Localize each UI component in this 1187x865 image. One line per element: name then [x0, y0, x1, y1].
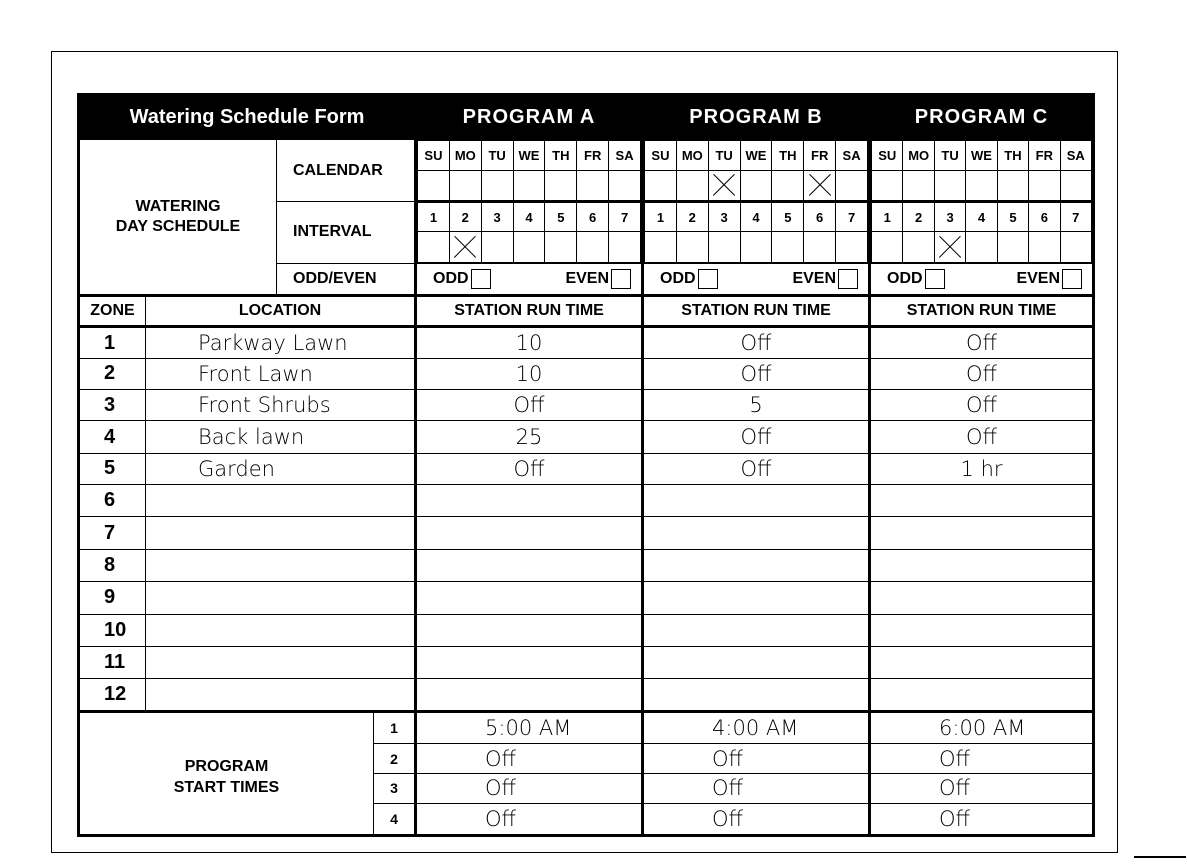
- calendar-day-label: MO: [449, 141, 481, 170]
- station-run-time[interactable]: Off: [870, 358, 1094, 389]
- calendar-label: CALENDAR: [277, 140, 416, 202]
- station-run-time[interactable]: 10: [416, 327, 643, 358]
- interval-day-label: 5: [997, 203, 1028, 232]
- station-run-time[interactable]: [870, 646, 1094, 678]
- interval-day-label: 7: [1060, 203, 1091, 232]
- odd-checkbox[interactable]: [698, 269, 718, 289]
- calendar-mark-row: [418, 170, 641, 200]
- calendar-day-labels: [645, 141, 868, 170]
- calendar-day-label: SU: [872, 141, 903, 170]
- zone-number: 8: [79, 549, 146, 581]
- zone-location[interactable]: [146, 485, 416, 517]
- zone-row: [79, 485, 1094, 517]
- interval-label: INTERVAL: [277, 202, 416, 264]
- zone-row: [79, 421, 1094, 453]
- even-option: [565, 269, 631, 289]
- station-run-time[interactable]: [416, 582, 643, 614]
- station-run-time[interactable]: Off: [643, 358, 870, 389]
- calendar-day-box[interactable]: [997, 170, 1028, 200]
- zone-number: 2: [79, 358, 146, 389]
- zone-location[interactable]: Front Shrubs: [146, 390, 416, 421]
- interval-day-box[interactable]: [966, 232, 997, 262]
- calendar-day-label: FR: [1029, 141, 1060, 170]
- interval-day-box[interactable]: [545, 232, 577, 262]
- station-run-time[interactable]: [870, 517, 1094, 549]
- start-time-number: 1: [374, 711, 416, 743]
- calendar-mark-row: [645, 170, 868, 200]
- interval-day-box[interactable]: [872, 232, 903, 262]
- station-run-time[interactable]: [870, 582, 1094, 614]
- interval-day-labels: [418, 203, 641, 232]
- station-run-time[interactable]: [416, 549, 643, 581]
- start-time-number: 4: [374, 803, 416, 836]
- program-c-title: PROGRAM C: [870, 95, 1094, 140]
- zone-row: [79, 517, 1094, 549]
- zone-row: [79, 582, 1094, 614]
- station-run-time[interactable]: Off: [643, 453, 870, 484]
- calendar-day-label: SU: [418, 141, 450, 170]
- odd-label: ODD: [660, 270, 696, 288]
- interval-day-label: 4: [966, 203, 997, 232]
- interval-day-box[interactable]: [740, 232, 772, 262]
- calendar-day-box[interactable]: [513, 170, 545, 200]
- zone-header: ZONE: [79, 296, 146, 327]
- interval-day-label: 4: [740, 203, 772, 232]
- calendar-day-box[interactable]: [1060, 170, 1091, 200]
- program-start-time[interactable]: Off: [643, 743, 870, 773]
- program-start-time[interactable]: Off: [416, 774, 643, 803]
- station-run-time[interactable]: [643, 485, 870, 517]
- interval-day-box[interactable]: [997, 232, 1028, 262]
- calendar-day-box[interactable]: [609, 170, 641, 200]
- interval-day-label: 6: [804, 203, 836, 232]
- interval-day-labels: [645, 203, 868, 232]
- program-b-run-time-header: STATION RUN TIME: [643, 296, 870, 327]
- station-run-time[interactable]: [416, 679, 643, 711]
- program-a-calendar: [416, 140, 643, 202]
- calendar-day-label: TU: [934, 141, 965, 170]
- program-start-time[interactable]: Off: [643, 774, 870, 803]
- program-start-time[interactable]: Off: [870, 803, 1094, 836]
- zone-number: 6: [79, 485, 146, 517]
- calendar-day-label: WE: [966, 141, 997, 170]
- calendar-day-box[interactable]: [481, 170, 513, 200]
- calendar-day-label: TH: [772, 141, 804, 170]
- program-start-time[interactable]: Off: [416, 803, 643, 836]
- odd-checkbox[interactable]: [925, 269, 945, 289]
- odd-option: [887, 269, 945, 289]
- start-time-number: 2: [374, 743, 416, 773]
- calendar-day-box[interactable]: [418, 170, 450, 200]
- station-run-time[interactable]: 10: [416, 358, 643, 389]
- zone-row: [79, 327, 1094, 358]
- interval-day-box[interactable]: [418, 232, 450, 262]
- zone-number: 12: [79, 679, 146, 711]
- calendar-day-label: SA: [609, 141, 641, 170]
- interval-day-label: 1: [418, 203, 450, 232]
- odd-checkbox[interactable]: [471, 269, 491, 289]
- calendar-day-box[interactable]: [1029, 170, 1060, 200]
- calendar-day-labels: [872, 141, 1092, 170]
- zone-row: [79, 679, 1094, 711]
- station-run-time[interactable]: [416, 614, 643, 646]
- calendar-day-box[interactable]: [903, 170, 934, 200]
- station-run-time[interactable]: 5: [643, 390, 870, 421]
- program-a-title: PROGRAM A: [416, 95, 643, 140]
- interval-day-label: 7: [836, 203, 868, 232]
- station-run-time[interactable]: Off: [643, 421, 870, 453]
- interval-day-box[interactable]: [804, 232, 836, 262]
- zone-number: 4: [79, 421, 146, 453]
- program-b-odd-even: [643, 263, 870, 295]
- even-checkbox[interactable]: [611, 269, 631, 289]
- zone-location[interactable]: [146, 614, 416, 646]
- zone-row: [79, 390, 1094, 421]
- odd-option: [660, 269, 718, 289]
- program-c-interval: [870, 202, 1094, 264]
- interval-day-label: 5: [545, 203, 577, 232]
- even-option: [1016, 269, 1082, 289]
- interval-day-box[interactable]: [676, 232, 708, 262]
- station-run-time[interactable]: [870, 549, 1094, 581]
- interval-mark-row: [872, 232, 1092, 262]
- zone-number: 5: [79, 453, 146, 484]
- zone-location[interactable]: [146, 549, 416, 581]
- odd-label: ODD: [433, 270, 469, 288]
- program-start-time[interactable]: Off: [870, 743, 1094, 773]
- zone-number: 11: [79, 646, 146, 678]
- interval-day-box[interactable]: [645, 232, 677, 262]
- interval-day-box[interactable]: [481, 232, 513, 262]
- calendar-mark-row: [872, 170, 1092, 200]
- even-option: [792, 269, 858, 289]
- station-run-time[interactable]: [643, 646, 870, 678]
- station-run-time[interactable]: [643, 582, 870, 614]
- interval-day-box[interactable]: [1029, 232, 1060, 262]
- interval-day-label: 6: [1029, 203, 1060, 232]
- even-checkbox[interactable]: [838, 269, 858, 289]
- interval-day-label: 4: [513, 203, 545, 232]
- calendar-day-box[interactable]: [836, 170, 868, 200]
- station-run-time[interactable]: [643, 549, 870, 581]
- interval-day-box[interactable]: [772, 232, 804, 262]
- x-mark: [713, 174, 735, 196]
- calendar-day-box[interactable]: [449, 170, 481, 200]
- interval-day-label: 2: [903, 203, 934, 232]
- interval-day-box[interactable]: [903, 232, 934, 262]
- interval-mark-row: [418, 232, 641, 262]
- interval-day-label: 3: [481, 203, 513, 232]
- corner-rule: [1134, 856, 1186, 858]
- calendar-day-label: MO: [903, 141, 934, 170]
- form-title: Watering Schedule Form: [79, 95, 416, 140]
- program-start-time[interactable]: Off: [643, 803, 870, 836]
- program-c-run-time-header: STATION RUN TIME: [870, 296, 1094, 327]
- program-a-interval: [416, 202, 643, 264]
- zone-location[interactable]: Back lawn: [146, 421, 416, 453]
- program-b-title: PROGRAM B: [643, 95, 870, 140]
- zone-location[interactable]: [146, 679, 416, 711]
- calendar-day-labels: [418, 141, 641, 170]
- zone-number: 9: [79, 582, 146, 614]
- zone-number: 7: [79, 517, 146, 549]
- calendar-day-label: SA: [1060, 141, 1091, 170]
- odd-even-label: ODD/EVEN: [277, 263, 416, 295]
- zone-location[interactable]: [146, 646, 416, 678]
- zone-row: [79, 358, 1094, 389]
- calendar-day-label: TH: [997, 141, 1028, 170]
- x-mark: [939, 236, 961, 258]
- interval-day-labels: [872, 203, 1092, 232]
- calendar-day-label: TU: [708, 141, 740, 170]
- calendar-day-box[interactable]: [966, 170, 997, 200]
- calendar-day-box[interactable]: [934, 170, 965, 200]
- station-run-time[interactable]: [416, 485, 643, 517]
- zone-number: 3: [79, 390, 146, 421]
- interval-day-label: 1: [645, 203, 677, 232]
- zone-location[interactable]: [146, 582, 416, 614]
- even-checkbox[interactable]: [1062, 269, 1082, 289]
- even-label: EVEN: [792, 270, 837, 288]
- station-run-time[interactable]: Off: [643, 327, 870, 358]
- calendar-day-box[interactable]: [645, 170, 677, 200]
- program-c-calendar: [870, 140, 1094, 202]
- calendar-day-label: TU: [481, 141, 513, 170]
- interval-day-label: 5: [772, 203, 804, 232]
- calendar-day-label: MO: [676, 141, 708, 170]
- zone-location[interactable]: Garden: [146, 453, 416, 484]
- interval-day-box[interactable]: [577, 232, 609, 262]
- even-label: EVEN: [1016, 270, 1061, 288]
- station-run-time[interactable]: [416, 517, 643, 549]
- zone-number: 1: [79, 327, 146, 358]
- calendar-day-label: SU: [645, 141, 677, 170]
- station-run-time[interactable]: [870, 679, 1094, 711]
- interval-day-label: 2: [449, 203, 481, 232]
- interval-day-box[interactable]: [609, 232, 641, 262]
- station-run-time[interactable]: Off: [416, 390, 643, 421]
- program-start-time[interactable]: 4:00 AM: [643, 711, 870, 743]
- interval-day-label: 1: [872, 203, 903, 232]
- start-time-row: [79, 711, 1094, 743]
- start-time-number: 3: [374, 774, 416, 803]
- calendar-day-label: TH: [545, 141, 577, 170]
- program-start-time[interactable]: 6:00 AM: [870, 711, 1094, 743]
- program-a-run-time-header: STATION RUN TIME: [416, 296, 643, 327]
- odd-label: ODD: [887, 270, 923, 288]
- calendar-day-box[interactable]: [708, 170, 740, 200]
- zone-number: 10: [79, 614, 146, 646]
- zone-location[interactable]: [146, 517, 416, 549]
- calendar-day-label: SA: [836, 141, 868, 170]
- interval-day-box[interactable]: [934, 232, 965, 262]
- interval-day-box[interactable]: [513, 232, 545, 262]
- program-b-calendar: [643, 140, 870, 202]
- watering-schedule-form: [77, 93, 1095, 837]
- program-start-times-label: PROGRAM START TIMES: [79, 711, 374, 835]
- interval-day-label: 3: [708, 203, 740, 232]
- station-run-time[interactable]: 1 hr: [870, 453, 1094, 484]
- calendar-day-box[interactable]: [545, 170, 577, 200]
- zone-row: [79, 646, 1094, 678]
- zone-row: [79, 453, 1094, 484]
- location-header: LOCATION: [146, 296, 416, 327]
- zone-location[interactable]: Parkway Lawn: [146, 327, 416, 358]
- program-start-time[interactable]: Off: [870, 774, 1094, 803]
- interval-day-label: 2: [676, 203, 708, 232]
- station-run-time[interactable]: Off: [870, 390, 1094, 421]
- calendar-day-label: WE: [513, 141, 545, 170]
- program-start-time[interactable]: Off: [416, 743, 643, 773]
- interval-day-label: 3: [934, 203, 965, 232]
- program-c-odd-even: [870, 263, 1094, 295]
- calendar-day-box[interactable]: [772, 170, 804, 200]
- x-mark: [454, 236, 476, 258]
- program-start-time[interactable]: 5:00 AM: [416, 711, 643, 743]
- calendar-day-label: WE: [740, 141, 772, 170]
- calendar-day-box[interactable]: [804, 170, 836, 200]
- station-run-time[interactable]: [643, 679, 870, 711]
- calendar-day-box[interactable]: [872, 170, 903, 200]
- watering-day-schedule-label: WATERING DAY SCHEDULE: [79, 140, 277, 296]
- calendar-day-label: FR: [577, 141, 609, 170]
- station-run-time[interactable]: [416, 646, 643, 678]
- station-run-time[interactable]: [870, 614, 1094, 646]
- interval-day-label: 7: [609, 203, 641, 232]
- interval-day-box[interactable]: [1060, 232, 1091, 262]
- zone-row: [79, 614, 1094, 646]
- calendar-day-box[interactable]: [577, 170, 609, 200]
- interval-day-box[interactable]: [708, 232, 740, 262]
- interval-day-box[interactable]: [449, 232, 481, 262]
- calendar-day-box[interactable]: [676, 170, 708, 200]
- calendar-day-box[interactable]: [740, 170, 772, 200]
- interval-day-box[interactable]: [836, 232, 868, 262]
- program-a-odd-even: [416, 263, 643, 295]
- x-mark: [809, 174, 831, 196]
- station-run-time[interactable]: Off: [870, 327, 1094, 358]
- interval-mark-row: [645, 232, 868, 262]
- zone-location[interactable]: Front Lawn: [146, 358, 416, 389]
- program-b-interval: [643, 202, 870, 264]
- even-label: EVEN: [565, 270, 610, 288]
- zone-row: [79, 549, 1094, 581]
- station-run-time[interactable]: [870, 485, 1094, 517]
- station-run-time[interactable]: [643, 517, 870, 549]
- interval-day-label: 6: [577, 203, 609, 232]
- calendar-day-label: FR: [804, 141, 836, 170]
- station-run-time[interactable]: Off: [416, 453, 643, 484]
- station-run-time[interactable]: Off: [870, 421, 1094, 453]
- odd-option: [433, 269, 491, 289]
- station-run-time[interactable]: [643, 614, 870, 646]
- station-run-time[interactable]: 25: [416, 421, 643, 453]
